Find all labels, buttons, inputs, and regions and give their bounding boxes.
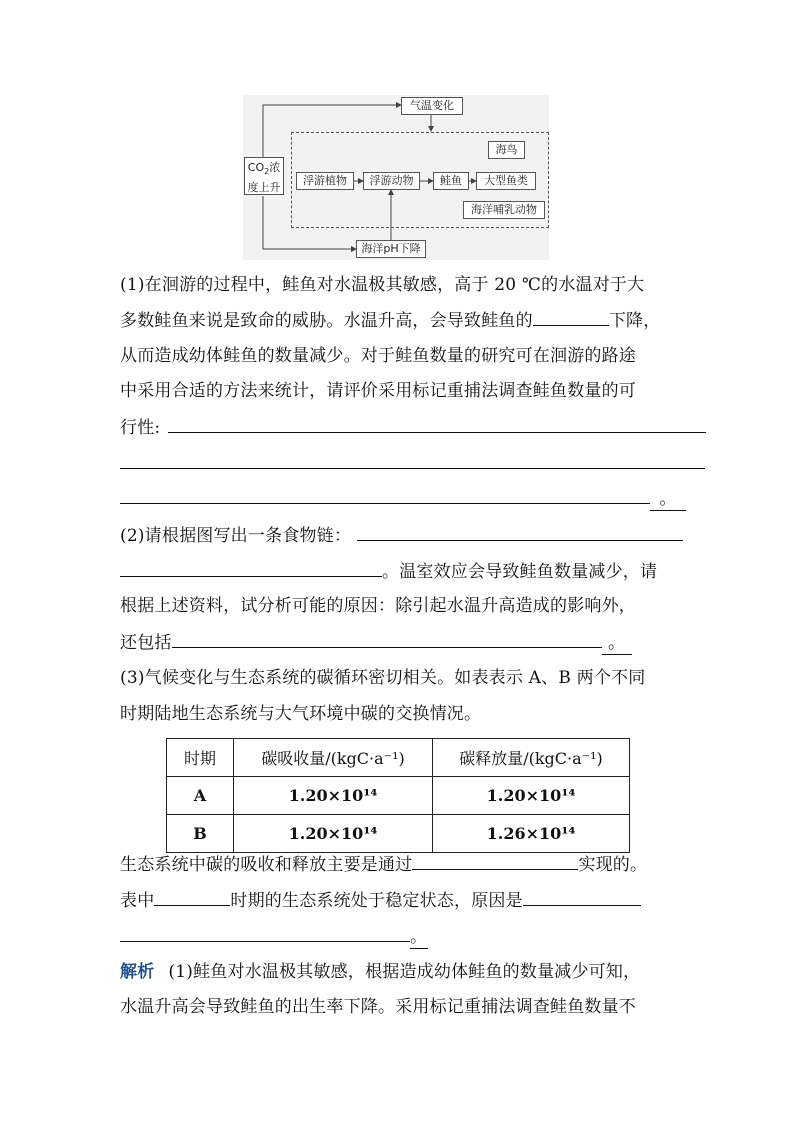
q3-line-5 (120, 925, 428, 949)
temperature-change-box: 气温变化 (401, 97, 463, 115)
q1-line-2-text: 多数鲑鱼来说是致命的威胁。水温升高，会导致鲑鱼的 (120, 311, 533, 331)
marine-mammal-box: 海洋哺乳动物 (463, 201, 545, 219)
q3-line-1: (3)气候变化与生态系统的碳循环密切相关。如表表示 A、B 两个不同 (120, 668, 646, 688)
q3-line-2: 时期陆地生态系统与大气环境中碳的交换情况。 (120, 704, 482, 724)
q3-line-3 (120, 853, 647, 876)
q1-line-2 (120, 309, 660, 332)
q2-line-2 (120, 560, 657, 583)
q3-line-4-text: 表中 (120, 891, 155, 911)
q1-blank-3[interactable] (120, 452, 705, 469)
q1-blank-4[interactable] (120, 487, 650, 504)
q2-line-1 (120, 524, 683, 547)
q2-blank-2[interactable] (120, 560, 382, 577)
q2-end-mark: 。 (602, 632, 632, 655)
q3-line-4-mid: 时期的生态系统处于稳定状态，原因是 (230, 891, 523, 911)
q1-line-6 (120, 452, 705, 475)
q3-blank-4[interactable] (120, 925, 410, 942)
q3-blank-3[interactable] (523, 889, 641, 906)
analysis-label: 解析 (120, 962, 155, 982)
q2-line-4-text: 还包括 (120, 633, 172, 653)
q1-line-1: (1)在洄游的过程中，鲑鱼对水温极其敏感，高于 20 ℃的水温对于大 (120, 275, 645, 295)
q2-line-2-text: 。温室效应会导致鲑鱼数量减少，请 (382, 562, 658, 582)
analysis-line-1-text: (1)鲑鱼对水温极其敏感，根据造成幼体鲑鱼的数量减少可知， (168, 962, 641, 982)
co2-label-rise: 度上升 (247, 181, 281, 195)
table-header: 碳吸收量/(kgC·a⁻¹) (234, 739, 433, 777)
co2-label: CO (247, 161, 265, 174)
co2-label-concentration: 浓 (269, 161, 281, 174)
zooplankton-box: 浮游动物 (363, 172, 420, 190)
table-row (167, 815, 630, 853)
seabird-box: 海鸟 (488, 141, 525, 159)
ocean-ph-drop-box: 海洋pH下降 (356, 240, 426, 258)
q2-line-3: 根据上述资料，试分析可能的原因：除引起水温升高造成的影响外， (120, 596, 636, 616)
table-cell: B (167, 815, 234, 853)
table-row (167, 777, 630, 815)
q2-line-4 (120, 631, 632, 655)
table-cell: 1.20×10¹⁴ (234, 777, 433, 815)
table-header: 碳释放量/(kgC·a⁻¹) (433, 739, 630, 777)
analysis-line-1 (120, 961, 640, 983)
q3-end-mark: 。 (410, 927, 428, 947)
q1-line-7 (120, 487, 686, 511)
table-header: 时期 (167, 739, 234, 777)
q1-line-2-end: 下降， (608, 311, 661, 331)
salmon-box: 鲑鱼 (433, 172, 469, 190)
q2-blank-1[interactable] (357, 524, 683, 541)
q3-line-4 (120, 889, 641, 912)
q3-blank-2[interactable] (154, 889, 230, 906)
table-header-row (167, 739, 630, 777)
carbon-exchange-table (166, 738, 630, 853)
q3-blank-1[interactable] (412, 853, 578, 870)
phytoplankton-box: 浮游植物 (296, 172, 354, 190)
large-fish-box: 大型鱼类 (476, 172, 536, 190)
ecosystem-diagram (243, 95, 549, 260)
analysis-line-2: 水温升高会导致鲑鱼的出生率下降。采用标记重捕法调查鲑鱼数量不 (120, 997, 636, 1017)
table-cell: 1.20×10¹⁴ (433, 777, 630, 815)
table-cell: 1.26×10¹⁴ (433, 815, 630, 853)
co2-rise-box (244, 157, 284, 195)
q1-line-5-text: 行性: (120, 418, 161, 438)
q3-line-3-text: 生态系统中碳的吸收和释放主要是通过 (120, 855, 413, 875)
q1-blank-2[interactable] (168, 416, 706, 433)
q1-end-mark: 。 (650, 488, 686, 511)
q3-line-3-end: 实现的。 (578, 855, 648, 875)
q1-line-5 (120, 416, 706, 439)
q1-line-4: 中采用合适的方法来统计，请评价采用标记重捕法调查鲑鱼数量的可 (120, 381, 636, 401)
table-cell: 1.20×10¹⁴ (234, 815, 433, 853)
q1-blank-1[interactable] (533, 309, 609, 326)
q1-line-3: 从而造成幼体鲑鱼的数量减少。对于鲑鱼数量的研究可在洄游的路途 (120, 346, 636, 366)
q2-line-1-text: (2)请根据图写出一条食物链： (120, 526, 352, 546)
q2-blank-3[interactable] (172, 631, 602, 648)
table-cell: A (167, 777, 234, 815)
co2-subscript: 2 (264, 167, 270, 177)
